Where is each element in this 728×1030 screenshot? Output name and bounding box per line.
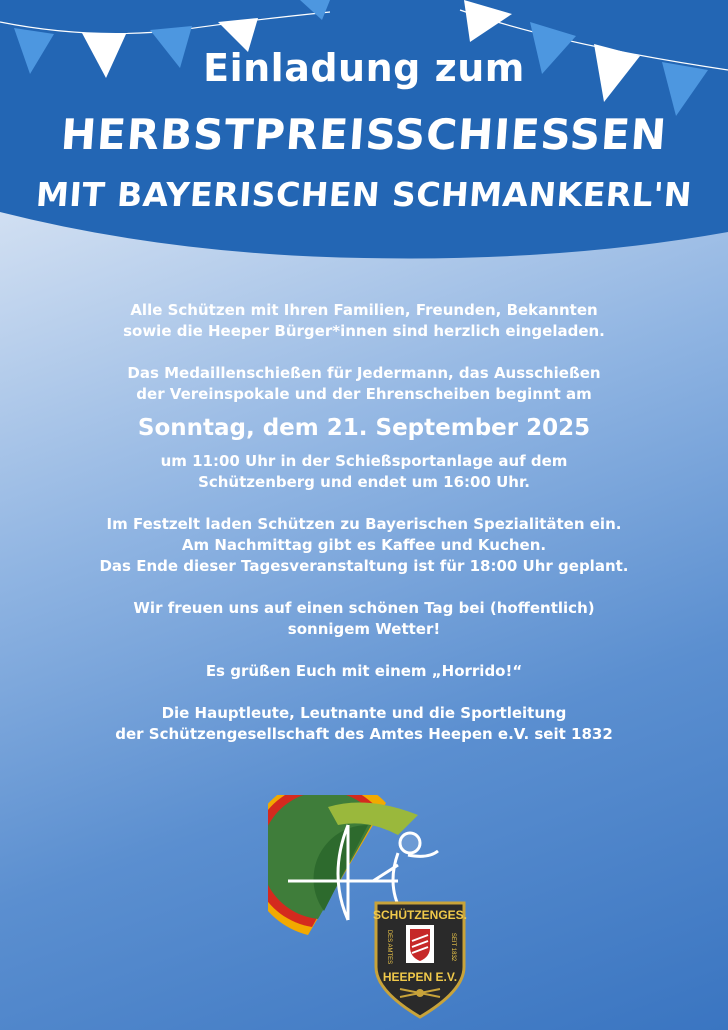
text-line: Die Hauptleute, Leutnante und die Sportleitung — [161, 704, 567, 722]
text-line: Das Medaillenschießen für Jedermann, das Ausschießen — [127, 364, 601, 382]
club-badge — [373, 903, 467, 1017]
invitation-text — [40, 300, 688, 766]
text-line: der Schützengesellschaft des Amtes Heepen e.V. seit 1832 — [115, 725, 613, 743]
text-line: Am Nachmittag gibt es Kaffee und Kuchen. — [181, 536, 547, 554]
title-subtitle: MIT BAYERISCHEN SCHMANKERL'N — [34, 175, 694, 214]
badge-bottom-text: HEEPEN E.V. — [382, 970, 458, 984]
event-date: Sonntag, dem 21. September 2025 — [137, 415, 591, 441]
paragraph-weather — [40, 598, 688, 640]
paragraph-time-location — [40, 451, 688, 493]
text-line: der Vereinspokale und der Ehrenscheiben beginnt am — [136, 385, 592, 403]
text-line: Wir freuen uns auf einen schönen Tag bei (hoffentlich) — [133, 599, 595, 617]
text-line: Im Festzelt laden Schützen zu Bayerischen Spezialitäten ein. — [106, 515, 622, 533]
badge-right-text: SEIT 1832 — [450, 932, 456, 962]
badge-left-text: DES AMTES — [386, 929, 392, 965]
paragraph-signature — [40, 703, 688, 745]
paragraph-greeting: Es grüßen Euch mit einem „Horrido!“ — [205, 662, 523, 680]
text-line: sowie die Heeper Bürger*innen sind herzlich eingeladen. — [123, 322, 605, 340]
title-invitation: Einladung zum — [203, 46, 525, 90]
club-logo — [268, 795, 468, 1020]
text-line: Das Ende dieser Tagesveranstaltung ist für 18:00 Uhr geplant. — [99, 557, 629, 575]
title-event: HERBSTPREISSCHIESSEN — [59, 110, 669, 159]
paragraph-invited — [40, 300, 688, 342]
text-line: sonnigem Wetter! — [287, 620, 441, 638]
paragraph-festzelt — [40, 514, 688, 577]
text-line: um 11:00 Uhr in der Schießsportanlage auf dem — [160, 452, 568, 470]
text-line: Alle Schützen mit Ihren Familien, Freunden, Bekannten — [130, 301, 598, 319]
text-line: Schützenberg und endet um 16:00 Uhr. — [198, 473, 530, 491]
paragraph-shooting — [40, 363, 688, 405]
badge-top-text: SCHÜTZENGES. — [372, 908, 468, 922]
